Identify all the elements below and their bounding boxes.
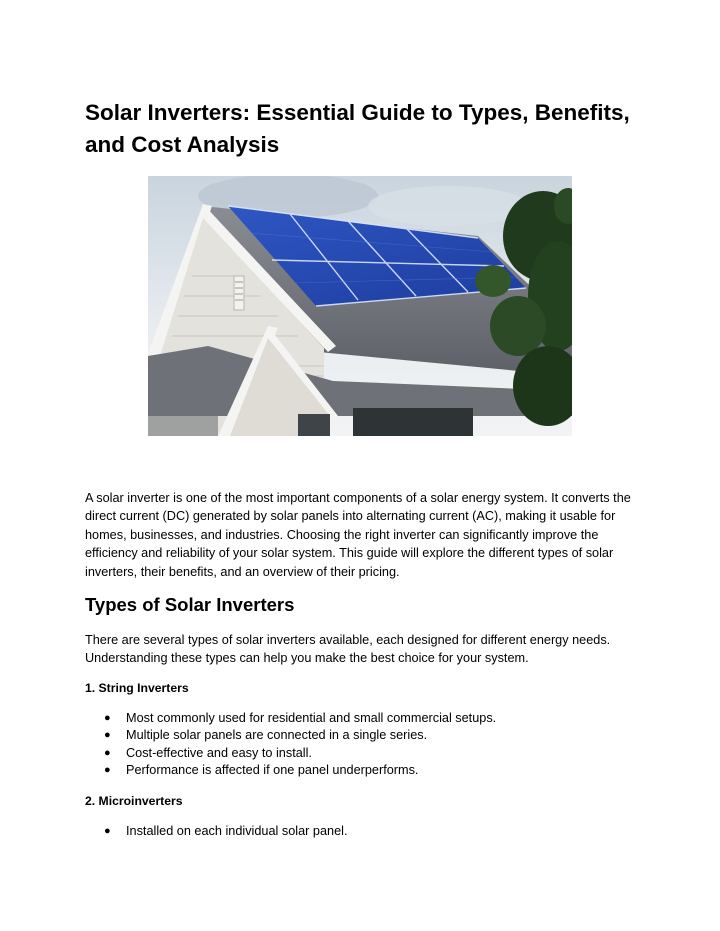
document-title: Solar Inverters: Essential Guide to Types, Benefits, and Cost Analysis (85, 100, 630, 157)
section-heading-microinverters: 2. Microinverters (85, 794, 183, 808)
microinverters-bullet-list (104, 823, 347, 840)
bullet-icon: ● (104, 746, 111, 759)
list-item: ● Most commonly used for residential and small commercial setups. (104, 710, 496, 727)
section-heading-string-inverters: 1. String Inverters (85, 681, 189, 695)
list-item: ● Installed on each individual solar panel. (104, 823, 347, 840)
list-item: ● Cost-effective and easy to install. (104, 745, 496, 762)
intro-paragraph: A solar inverter is one of the most important components of a solar energy system. It converts the direct current (DC) generated by solar panels into alternating current (AC), making it usable for homes, businesses, and industries. Choosing the right inverter can significantly improve the efficiency and reliability of your solar system. This guide will explore the different types of solar inverters, their benefits, and an overview of their pricing. (85, 491, 631, 579)
bullet-icon: ● (104, 825, 111, 837)
bullet-icon: ● (104, 729, 111, 742)
string-inverters-bullet-list (104, 710, 496, 779)
list-item: ● Multiple solar panels are connected in a single series. (104, 727, 496, 744)
types-intro-paragraph: There are several types of solar inverters available, each designed for different energy needs. Understanding these types can help you make the best choice for your system. (85, 633, 611, 666)
bullet-icon: ● (104, 712, 111, 724)
bullet-icon: ● (104, 763, 111, 776)
hero-image-house-solar-roof (148, 176, 572, 436)
types-heading: Types of Solar Inverters (85, 594, 295, 615)
house-solar-illustration (148, 176, 572, 436)
list-item: ● Performance is affected if one panel underperforms. (104, 762, 496, 779)
